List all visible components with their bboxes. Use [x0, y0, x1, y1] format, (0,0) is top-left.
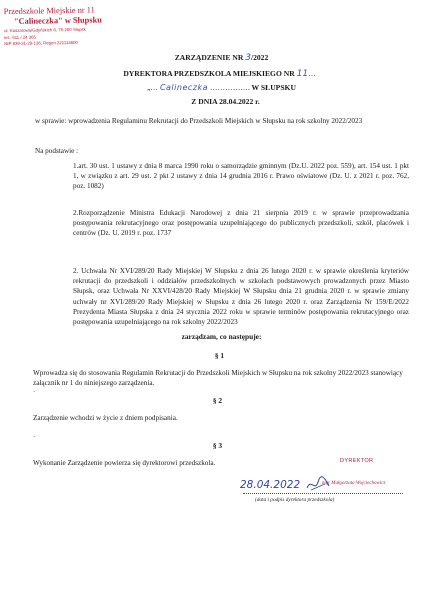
- paragraph-3-text: Wykonanie Zarządzenie powierza się dyrektorowi przedszkola.: [33, 459, 216, 467]
- margin-mark: ·: [33, 388, 36, 396]
- director-line-prefix: DYREKTORA PRZEDSZKOLA MIEJSKIEGO NR: [123, 69, 295, 78]
- stamp-line-name: "Calineczka" w Słupsku: [13, 15, 102, 26]
- director-dots: …: [308, 69, 316, 78]
- director-line: [8, 69, 423, 79]
- stamp-line-address: ul. Koszarowa/Gdyńskich 6, 76-200 Słupsk: [4, 26, 86, 34]
- legal-basis-item-1: 1.art. 30 ust. 1 ustawy z dnia 8 marca 1990 roku o samorządzie gminnym (Dz.U. 2022 poz. 559), art. 154 ust. 1 pkt 1, w związku z art. 29 ust. 2 pkt 2 ustawy z dnia 14 grudnia 2016 r. Prawo oświatowe (Dz. U. z 2021 r. poz. 762, poz. 1082): [73, 162, 409, 191]
- school-name-handwritten: Calineczka: [159, 83, 208, 92]
- paragraph-1-text: Wprowadza się do stosowania Regulamin Rekrutacji do Przedszkoli Miejskich w Słupsku na rok szkolny 2022/2023 stanowiący załącznik nr 1 do niniejszego zarządzenia.: [33, 369, 403, 388]
- paragraph-1-label: § 1: [214, 351, 225, 360]
- order-title-prefix: ZARZĄDZENIE NR: [174, 53, 244, 62]
- legal-basis-item-2: 2.Rozporządzenie Ministra Edukacji Narodowej z dnia 21 sierpnia 2019 r. w sprawie przeprowadzania postępowania rekrutacyjnego oraz postępowania uzupełniającego do publicznych przedszkoli, szkół, placówek i centrów (Dz. U. 2019 r. poz. 1737: [73, 209, 409, 238]
- paragraph-2-text: Zarządzenie wchodzi w życie z dniem podpisania.: [33, 414, 178, 422]
- director-number-handwritten: 11: [296, 69, 309, 79]
- signature-date-handwritten: 28.04.2022: [240, 479, 301, 491]
- legal-basis-label: Na podstawie :: [35, 147, 79, 155]
- school-stamp: [4, 5, 135, 48]
- order-date: Z DNIA 28.04.2022 r.: [191, 97, 260, 106]
- stamp-line-school: Przedszkole Miejskie nr 11: [3, 5, 95, 17]
- order-title-suffix: /2022: [250, 53, 269, 62]
- school-name-dots-right: …………….: [209, 83, 250, 92]
- resolution-heading: zarządzam, co następuje:: [181, 332, 262, 341]
- director-stamp-title: DYREKTOR: [340, 458, 374, 464]
- order-number-handwritten: 3: [245, 53, 251, 63]
- school-name-line: [10, 83, 423, 92]
- school-name-dots-left: „…: [147, 83, 159, 92]
- paragraph-2-label: § 2: [212, 396, 223, 405]
- signature-caption: (data i podpis dyrektora przedszkola): [255, 497, 335, 503]
- director-stamp-name: mgr Małgorzata Wojciechowicz: [322, 481, 386, 486]
- legal-basis-item-3: 2. Uchwała Nr XVI/289/20 Rady Miejskiej W Słupsku z dnia 26 lutego 2020 r. w sprawie określenia kryteriów rekrutacji do przedszkoli i oddziałów przedszkolnych w szkołach podstawowych prowadzonych przez Miasto Słupsk, oraz Uchwała Nr XXVI/428/20 Rady Miejskiej W Słupsku dnia 21 grudnia 2020 r. w sprawie zmiany uchwały nr XVI/289/20 Rady Miejskiej w Słupsku z dnia 26 lutego 2020 r. oraz Zarządzenia Nr 159/E/2022 Prezydenta Miasta Słupska z dnia 24 stycznia 2022 roku w sprawie terminów postępowania rekrutacyjnego oraz postępowania uzupełniającego na rok szkolny 2022/2023: [73, 267, 409, 327]
- stamp-line-phone: tel.: 511 / 24 365: [4, 34, 36, 40]
- signature-line: [243, 493, 403, 494]
- subject-text: w sprawie: wprowadzenia Regulaminu Rekrutacji do Przedszkoli Miejskich w Słupsku na rok szkolny 2022/2023: [35, 117, 363, 125]
- stamp-line-nip: NIP 839-31-29-136, Regon 221114600: [4, 39, 78, 47]
- place-suffix: W SŁUPSKU: [251, 83, 296, 92]
- margin-mark: ·: [33, 433, 36, 441]
- paragraph-3-label: § 3: [212, 441, 223, 450]
- order-title: [10, 53, 423, 63]
